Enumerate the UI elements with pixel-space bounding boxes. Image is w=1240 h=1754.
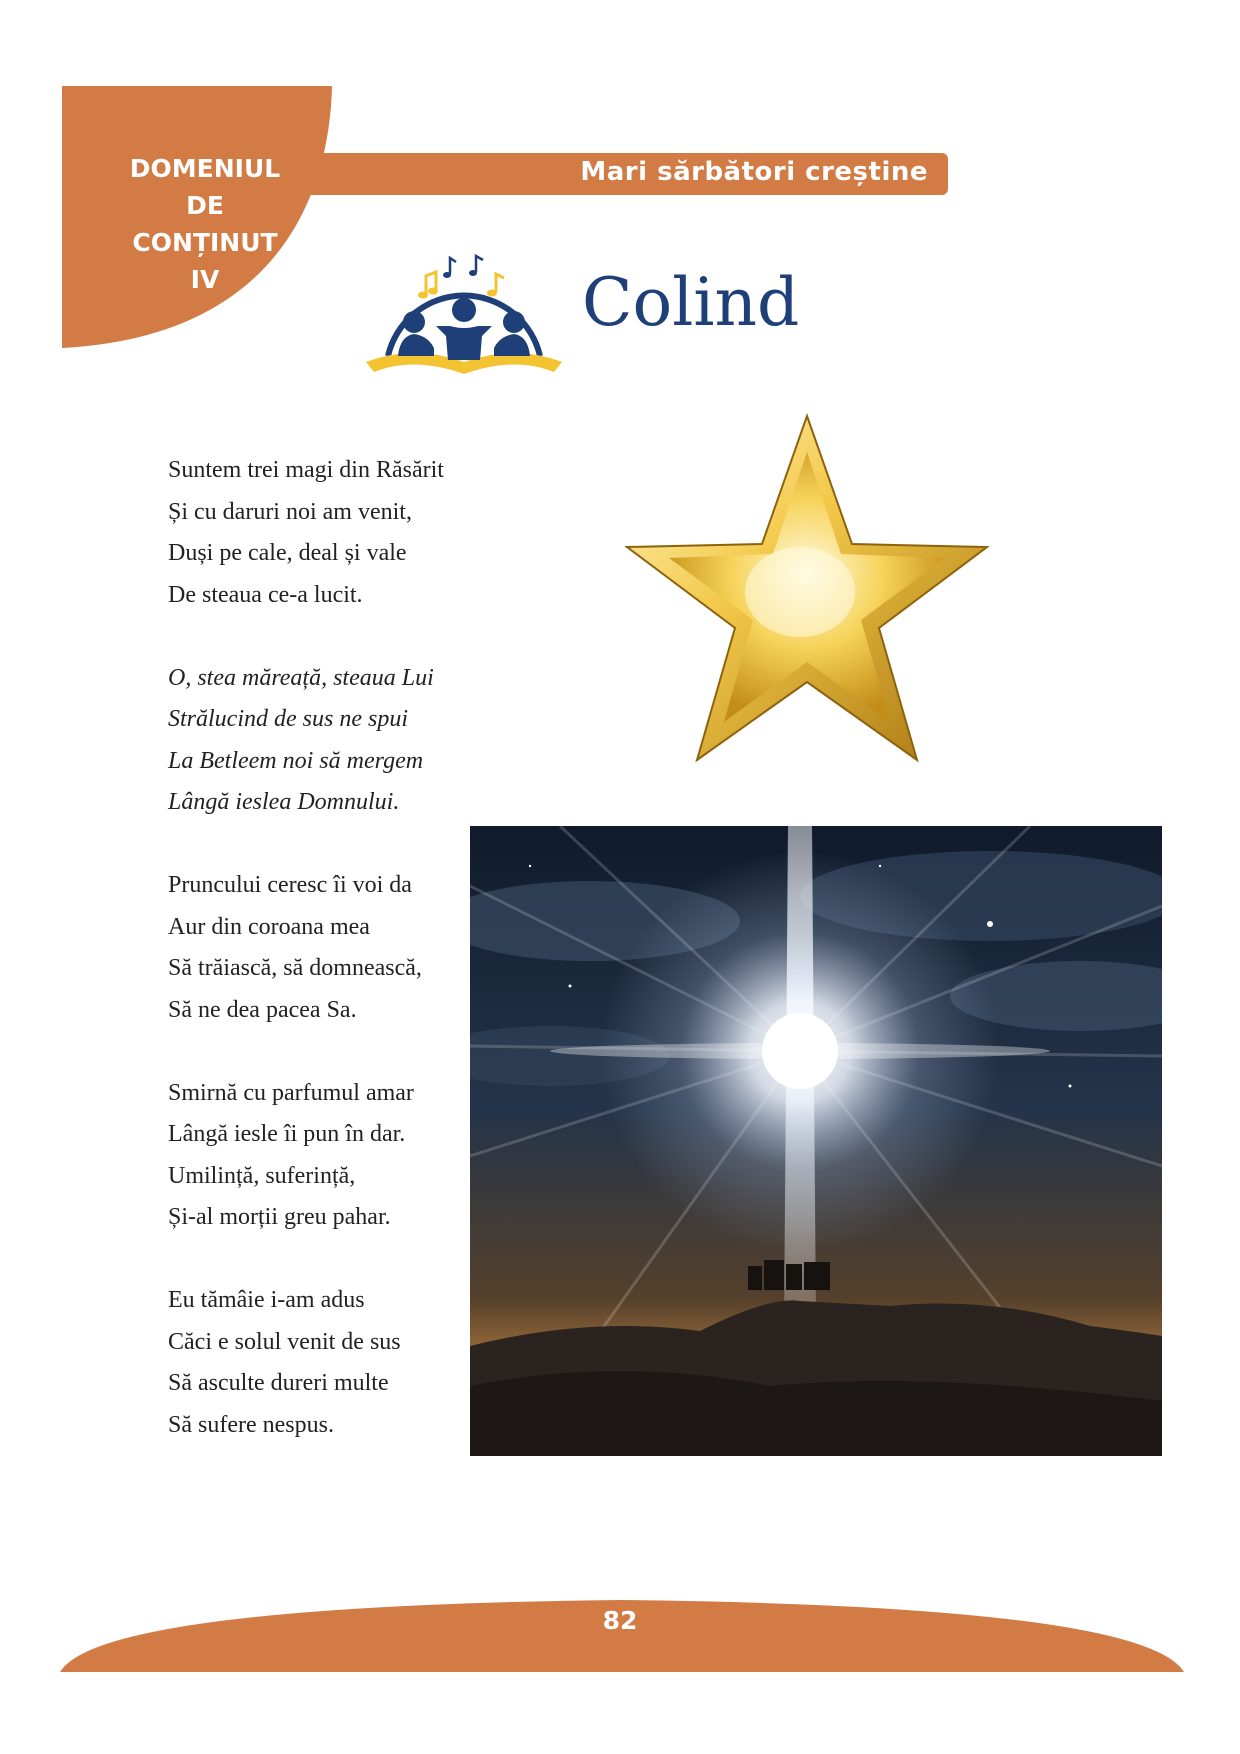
poem-line: Eu tămâie i-am adus [168,1287,365,1313]
poem-line: Aur din coroana mea [168,913,370,940]
domain-line: DE [186,191,224,220]
poem-line: Și cu daruri noi am venit, [168,498,412,525]
poem [168,450,498,1446]
poem-stanza [168,1073,498,1239]
gold-star-icon [625,412,990,764]
poem-line: Să ne dea pacea Sa. [168,996,357,1023]
poem-line: Și-al morții greu pahar. [168,1204,391,1230]
poem-line: Lângă iesle îi pun în dar. [168,1121,406,1147]
poem-line: Smirnă cu parfumul amar [168,1079,414,1106]
poem-line: Să trăiască, să domnească, [168,955,422,981]
section-title: Mari sărbători creștine [580,157,928,187]
poem-line: La Betleem noi să mergem [168,747,424,774]
poem-line: Strălucind de sus ne spui [168,706,408,732]
poem-line: De steaua ce-a lucit. [168,581,363,608]
poem-line: Să sufere nespus. [168,1411,334,1438]
poem-stanza [168,865,498,1031]
page-number: 82 [602,1606,638,1635]
refrain-stanza [168,658,498,824]
poem-line: Căci e solul venit de sus [168,1328,401,1355]
singing-children-book-icon [364,244,564,379]
domain-label [100,150,310,298]
poem-stanza [168,450,498,616]
page-title: Colind [582,264,800,341]
domain-line: IV [190,265,220,294]
poem-line: Să asculte dureri multe [168,1370,389,1396]
poem-line: Pruncului ceresc îi voi da [168,872,412,898]
domain-line: DOMENIUL [129,154,281,183]
poem-stanza [168,1280,498,1446]
domain-line: CONȚINUT [132,228,278,257]
star-of-bethlehem-image [470,826,1162,1456]
poem-line: Umilință, suferință, [168,1162,356,1189]
poem-line: Lângă ieslea Domnului. [168,789,400,815]
poem-line: Suntem trei magi din Răsărit [168,457,444,483]
poem-line: O, stea măreață, steaua Lui [168,664,434,691]
header-bar [290,153,948,195]
poem-line: Duși pe cale, deal și vale [168,540,407,566]
